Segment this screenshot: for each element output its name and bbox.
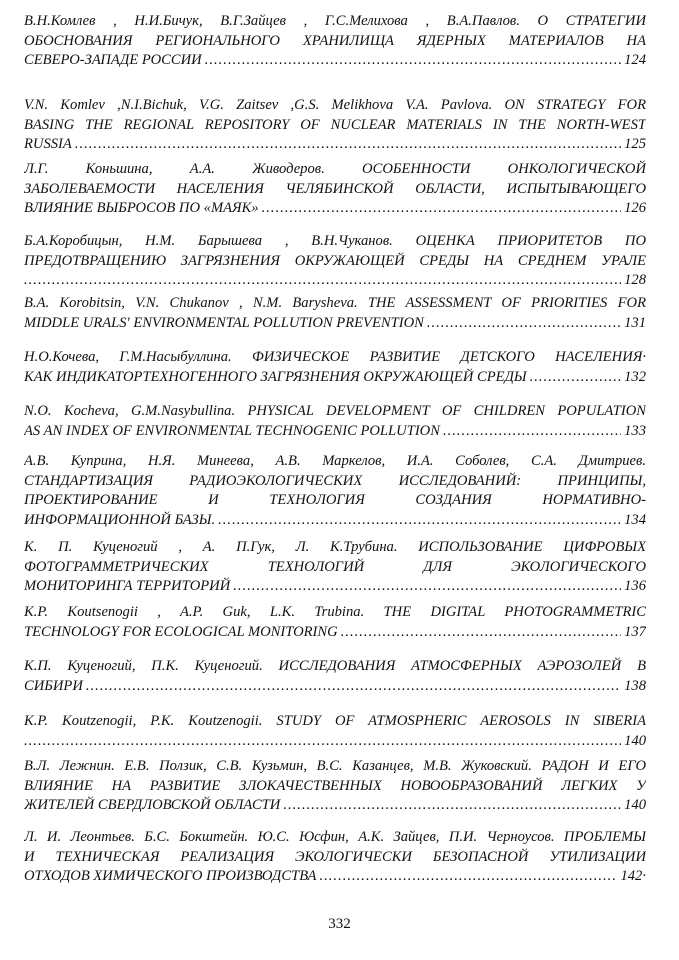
toc-entry-text: В.Л. Лежнин. Е.В. Ползик, С.В. Кузьмин, В.С. Казанцев, М.В. Жуковский. РАДОН И ЕГО [24,758,646,774]
toc-entry-text: BASING THE REGIONAL REPOSITORY OF NUCLEAR MATERIALS IN THE NORTH-WEST [24,116,646,133]
toc-page-ref: 128 [624,272,646,288]
toc-entry [24,348,646,387]
toc-entry-text: V.N. Komlev ,N.I.Bichuk, V.G. Zaitsev ,G.S. Melikhova V.A. Pavlova. ON STRATEGY FOR [24,97,646,113]
toc-page-ref: 136 [624,578,646,594]
toc-entry-last-line [24,199,646,219]
toc-entry-text: А.В. Куприна, Н.Я. Минеева, А.В. Маркелов, И.А. Соболев, С.А. Дмитриев. [24,453,646,469]
toc-entry [24,712,646,751]
toc-entry-text: СТАНДАРТИЗАЦИЯ РАДИОЭКОЛОГИЧЕСКИХ ИССЛЕДОВАНИЙ: ПРИНЦИПЫ, [24,472,646,489]
toc-entry [24,96,646,155]
toc-entry [24,402,646,441]
toc-entry-text: N.O. Kocheva, G.M.Nasybullina. PHYSICAL DEVELOPMENT OF CHILDREN POPULATION [24,403,646,419]
toc-entry-text: K.P. Koutzenogii, P.K. Koutzenogii. STUDY OF ATMOSPHERIC AEROSOLS IN SIBERIA [24,713,646,729]
toc-entry-text: К.П. Куценогий, П.К. Куценогий. ИССЛЕДОВАНИЯ АТМОСФЕРНЫХ АЭРОЗОЛЕЙ В [24,658,646,674]
dot-leader [341,623,621,643]
toc-entry-last-line [24,732,646,752]
toc-entry-text: К. П. Куценогий , А. П.Гук, Л. К.Трубина. ИСПОЛЬЗОВАНИЕ ЦИФРОВЫХ [24,539,646,555]
toc-entry-text: СИБИРИ [24,677,83,694]
toc-entry-last-line [24,368,646,388]
toc-entry-text: Л. И. Леонтьев. Б.С. Бокштейн. Ю.С. Юсфин, А.К. Зайцев, П.И. Черноусов. ПРОБЛЕМЫ [24,829,646,845]
toc-entry-last-line [24,623,646,643]
dot-leader [75,135,621,155]
toc-entry-text: ПРОЕКТИРОВАНИЕ И ТЕХНОЛОГИЯ СОЗДАНИЯ НОРМАТИВНО- [24,492,646,508]
toc-page-ref: 134 [624,511,646,528]
dot-leader [427,314,621,334]
dot-leader [530,368,622,388]
toc-page-ref: 140 [624,797,646,813]
toc-entry-text: TECHNOLOGY FOR ECOLOGICAL MONITORING [24,623,338,640]
toc-entry-text: RUSSIA [24,136,72,152]
toc-entry-text: ЖИТЕЛЕЙ СВЕРДЛОВСКОЙ ОБЛАСТИ [24,797,281,813]
toc-entry-text: КАК ИНДИКАТОРТЕХНОГЕННОГО ЗАГРЯЗНЕНИЯ ОКРУЖАЮЩЕЙ СРЕДЫ [24,368,527,385]
toc-entry-text: ОБОСНОВАНИЯ РЕГИОНАЛЬНОГО ХРАНИЛИЩА ЯДЕРНЫХ МАТЕРИАЛОВ НА [24,32,646,49]
toc-page-ref: 126 [624,200,646,216]
toc-entry-last-line [24,51,646,71]
toc-entry-text: ФОТОГРАММЕТРИЧЕСКИХ ТЕХНОЛОГИЙ ДЛЯ ЭКОЛОГИЧЕСКОГО [24,558,646,575]
toc-entry [24,160,646,219]
toc-entry-text: ИНФОРМАЦИОННОЙ БАЗЫ. [24,511,216,528]
toc-entry-text: СЕВЕРО-ЗАПАДЕ РОССИИ [24,52,202,68]
toc-entry-text: K.P. Koutsenogii , A.P. Guk, L.K. Trubina. THE DIGITAL PHOTOGRAMMETRIC [24,604,646,620]
toc-entry-last-line [24,677,646,697]
toc-page-ref: 138 [624,677,646,694]
toc-entry-text: ВЛИЯНИЕ НА РАЗВИТИЕ ЗЛОКАЧЕСТВЕННЫХ НОВООБРАЗОВАНИЙ ЛЕГКИХ У [24,777,646,794]
toc-entry-last-line [24,511,646,531]
toc-entry [24,12,646,71]
toc-entry-last-line [24,271,646,291]
toc-entry [24,232,646,291]
dot-leader [24,271,621,291]
toc-entry-text: МОНИТОРИНГА ТЕРРИТОРИЙ [24,578,231,594]
dot-leader [218,511,621,531]
toc-entry [24,828,646,887]
toc-entry-text: ПРЕДОТВРАЩЕНИЮ ЗАГРЯЗНЕНИЯ ОКРУЖАЮЩЕЙ СРЕДЫ НА СРЕДНЕМ УРАЛЕ [24,252,646,269]
toc-entry [24,757,646,816]
toc-page-ref: 132 [624,368,646,385]
toc-entry-last-line [24,796,646,816]
page-number: 332 [328,916,351,932]
toc-entry-text: AS AN INDEX OF ENVIRONMENTAL TECHNOGENIC POLLUTION [24,422,440,439]
toc-entry-text: Л.Г. Коньшина, А.А. Живодеров. ОСОБЕННОСТИ ОНКОЛОГИЧЕСКОЙ [24,161,646,177]
toc-entry-text: MIDDLE URALS' ENVIRONMENTAL POLLUTION PREVENTION [24,314,424,331]
toc-page-ref: 131 [624,314,646,331]
toc-entry [24,452,646,530]
dot-leader [205,51,621,71]
dot-leader [233,577,621,597]
dot-leader [443,422,621,442]
toc-entry-text: ВЛИЯНИЕ ВЫБРОСОВ ПО «МАЯК» [24,200,259,216]
toc-entry [24,603,646,642]
toc-page-ref: 125 [624,136,646,152]
toc-entry-last-line [24,577,646,597]
dot-leader [262,199,622,219]
toc-page-ref: 124 [624,52,646,68]
toc-entry-text: И ТЕХНИЧЕСКАЯ РЕАЛИЗАЦИЯ ЭКОЛОГИЧЕСКИ БЕЗОПАСНОЙ УТИЛИЗАЦИИ [24,848,646,865]
toc-page-ref: 137 [624,623,646,640]
toc-entry [24,538,646,597]
dot-leader [319,867,617,887]
toc-entry-text: Н.О.Кочева, Г.М.Насыбуллина. ФИЗИЧЕСКОЕ РАЗВИТИЕ ДЕТСКОГО НАСЕЛЕНИЯ· [24,349,646,365]
toc-entry-text: В.Н.Комлев , Н.И.Бичук, В.Г.Зайцев , Г.С.Мелихова , В.А.Павлов. О СТРАТЕГИИ [24,13,646,29]
dot-leader [24,732,621,752]
dot-leader [86,677,621,697]
toc-entry [24,294,646,333]
toc-entry-text: ЗАБОЛЕВАЕМОСТИ НАСЕЛЕНИЯ ЧЕЛЯБИНСКОЙ ОБЛАСТИ, ИСПЫТЫВАЮЩЕГО [24,180,646,197]
dot-leader [283,796,621,816]
toc-entry-text: B.A. Korobitsin, V.N. Chukanov , N.M. Barysheva. THE ASSESSMENT OF PRIORITIES FOR [24,295,646,311]
toc-entry-text: ОТХОДОВ ХИМИЧЕСКОГО ПРОИЗВОДСТВА [24,868,317,884]
toc-page-ref: 140 [624,732,646,749]
toc-entry [24,657,646,696]
toc-entry-last-line [24,314,646,334]
toc-entry-last-line [24,422,646,442]
toc-page-ref: 133 [624,422,646,439]
toc-entry-last-line [24,867,646,887]
toc-page-ref: 142· [620,868,646,884]
toc-entry-text: Б.А.Коробицын, Н.М. Барышева , В.Н.Чуканов. ОЦЕНКА ПРИОРИТЕТОВ ПО [24,233,646,249]
toc-entry-last-line [24,135,646,155]
